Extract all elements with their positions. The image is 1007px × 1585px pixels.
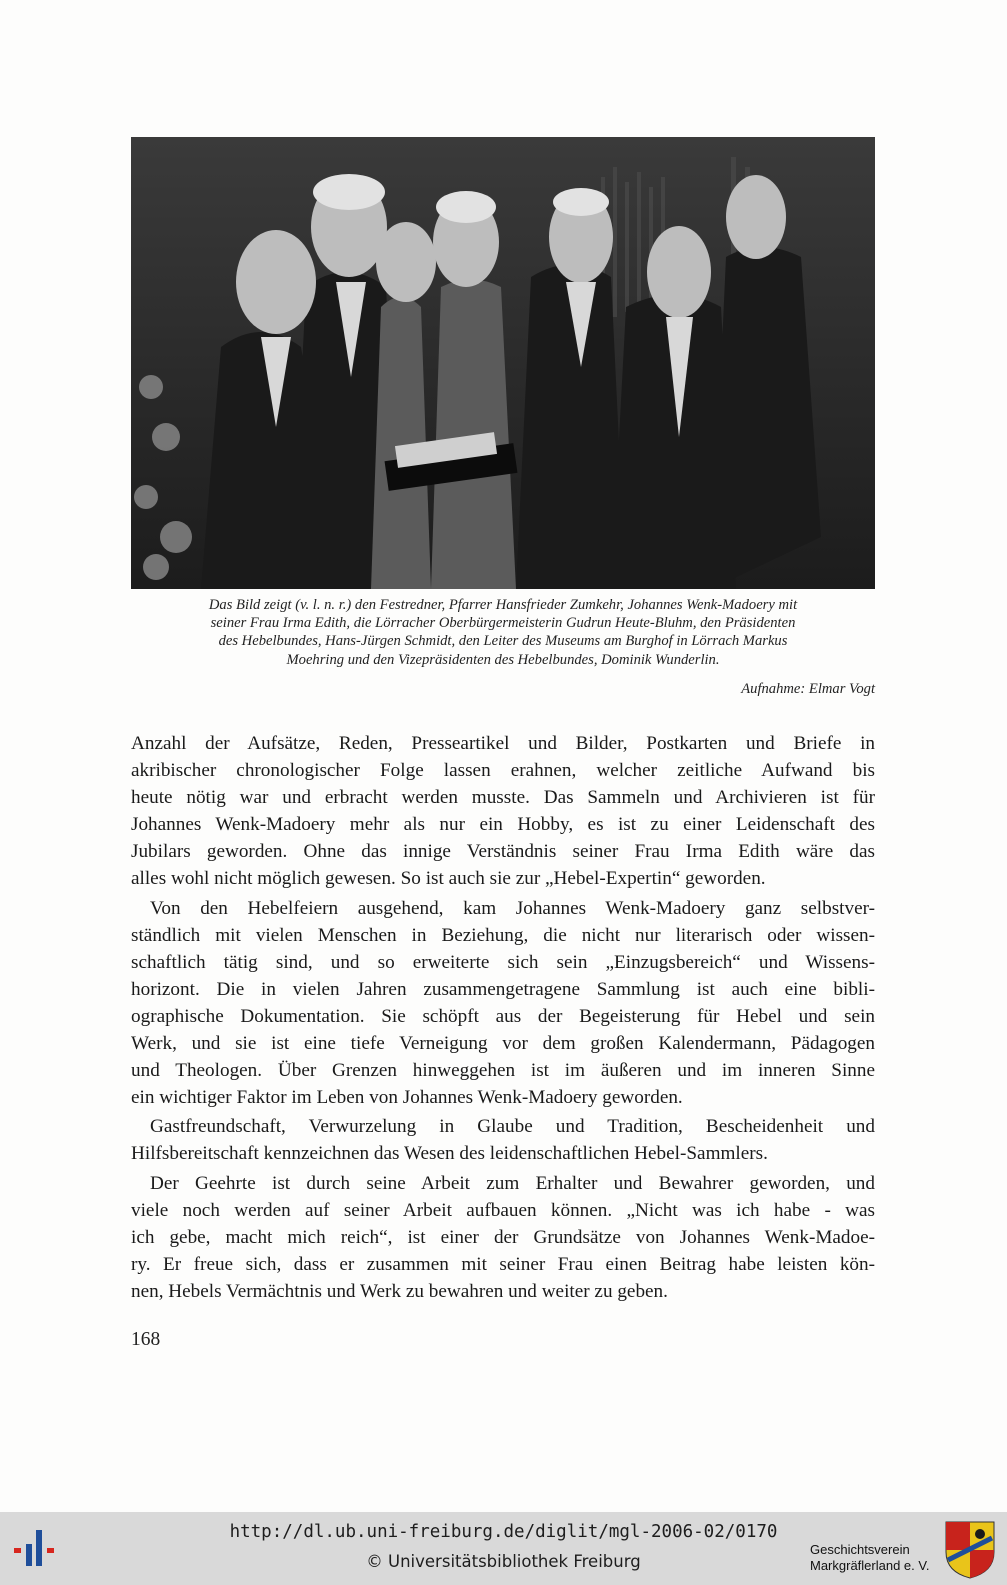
viewer-footer [0, 1512, 1007, 1585]
text-line: Jubilars geworden. Ohne das innige Verständnis seiner Frau Irma Edith wäre das [131, 841, 875, 863]
caption-line: seiner Frau Irma Edith, die Lörracher Oberbürgermeisterin Gudrun Heute-Bluhm, den Präsidenten [210, 615, 796, 632]
body-text [131, 730, 875, 1307]
text-line: ein wichtiger Faktor im Leben von Johannes Wenk-Madoery geworden. [131, 1087, 683, 1109]
text-line: akribischer chronologischer Folge lassen erahnen, welcher zeitliche Aufwand bis [131, 760, 875, 782]
text-line: ographische Dokumentation. Sie schöpft aus der Begeisterung für Hebel und sein [131, 1005, 875, 1027]
caption-line: Das Bild zeigt (v. l. n. r.) den Festredner, Pfarrer Hansfrieder Zumkehr, Johannes Wenk-Madoery mit [208, 597, 798, 613]
text-line: schaftlich tätig sind, und so erweiterte sich sein „Einzugsbereich“ und Wissens- [131, 951, 875, 973]
text-line: Hilfsbereitschaft kennzeichnen das Wesen des leidenschaftlichen Hebel-Sammlers. [131, 1143, 768, 1165]
text-line: Anzahl der Aufsätze, Reden, Presseartikel und Bilder, Postkarten und Briefe in [131, 733, 875, 754]
text-line: heute nötig war und erbracht werden musste. Das Sammeln und Archivieren ist für [131, 787, 875, 809]
caption-line: Moehring und den Vizepräsidenten des Hebelbundes, Dominik Wunderlin. [286, 651, 720, 668]
text-line: ständlich mit vielen Menschen in Beziehung, die nicht nur literarisch oder wissen- [131, 924, 875, 946]
text-line: ry. Er freue sich, dass er zusammen mit seiner Frau einen Beitrag habe leisten kön- [131, 1253, 875, 1275]
coat-of-arms-icon[interactable] [944, 1520, 996, 1580]
text-line: Werk, und sie ist eine tiefe Verneigung vor dem großen Kalendermann, Pädagogen [131, 1033, 875, 1055]
photo-image [131, 137, 875, 589]
photo-caption [131, 596, 875, 669]
text-line: Der Geehrte ist durch seine Arbeit zum Erhalter und Bewahrer geworden, und [150, 1172, 875, 1194]
page-number: 168 [131, 1329, 161, 1350]
society-name [810, 1542, 942, 1574]
society-line: Markgräflerland e. V. [810, 1558, 930, 1573]
copyright-notice: © Universitätsbibliothek Freiburg [366, 1552, 641, 1571]
text-line: viele noch werden auf seiner Arbeit aufbauen können. „Nicht was ich habe - was [131, 1199, 875, 1221]
text-line: horizont. Die in vielen Jahren zusammengetragene Sammlung ist auch eine bibli- [131, 978, 875, 1000]
group-photo [131, 137, 875, 589]
society-line: Geschichtsverein [810, 1542, 910, 1557]
paragraph [131, 895, 875, 1112]
paragraph [131, 1170, 875, 1305]
caption-line: des Hebelbundes, Hans-Jürgen Schmidt, den Leiter des Museums am Burghof in Lörrach Markus [218, 633, 788, 650]
text-line: ich gebe, macht mich reich“, ist einer der Grundsätze von Johannes Wenk-Madoe- [131, 1226, 875, 1248]
paragraph [131, 730, 875, 893]
text-line: Gastfreundschaft, Verwurzelung in Glaube und Tradition, Bescheidenheit und [150, 1116, 875, 1138]
text-line: Von den Hebelfeiern ausgehend, kam Johannes Wenk-Madoery ganz selbstver- [150, 897, 875, 919]
paragraph [131, 1113, 875, 1167]
text-line: alles wohl nicht möglich gewesen. So ist auch sie zur „Hebel-Expertin“ geworden. [131, 868, 766, 890]
text-line: und Theologen. Über Grenzen hinweggehen ist im äußeren und im inneren Sinne [131, 1060, 875, 1082]
text-line: Johannes Wenk-Madoery mehr als nur ein Hobby, es ist zu einer Leidenschaft des [131, 814, 875, 836]
permalink-url[interactable]: http://dl.ub.uni-freiburg.de/diglit/mgl-2006-02/0170 [229, 1522, 778, 1542]
text-line: nen, Hebels Vermächtnis und Werk zu bewahren und weiter zu geben. [131, 1280, 668, 1302]
photo-credit: Aufnahme: Elmar Vogt [741, 681, 875, 697]
